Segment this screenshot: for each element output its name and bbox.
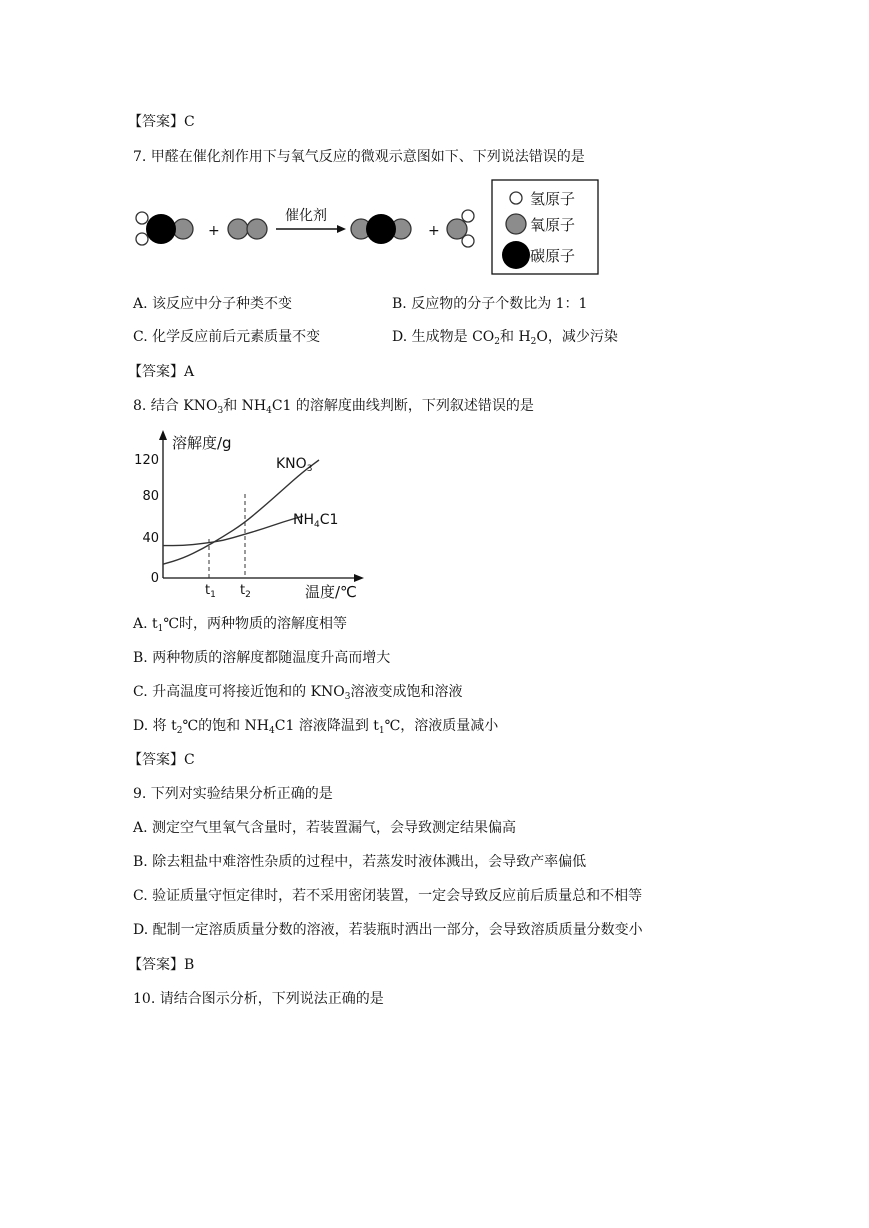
q8-option-b: B. 两种物质的溶解度都随温度升高而增大 xyxy=(133,650,391,666)
q10-stem: 10. 请结合图示分析，下列说法正确的是 xyxy=(133,991,384,1007)
q9-option-b: B. 除去粗盐中难溶性杂质的过程中，若蒸发时液体溅出，会导致产率偏低 xyxy=(133,854,587,870)
y-tick-label: 40 xyxy=(142,531,159,546)
plus-sign-1: + xyxy=(208,223,220,239)
legend-carbon-label: 碳原子 xyxy=(530,247,576,265)
y-tick-label: 0 xyxy=(150,571,159,586)
legend-hydrogen-icon xyxy=(510,192,522,204)
y-axis-arrow-icon xyxy=(159,430,167,440)
q8-option-d: D. 将 $t_2℃$的饱和 $NH_4C1$ 溶液降温到 $t_1℃$，溶液质量减小 xyxy=(133,718,499,736)
carbon-atom xyxy=(366,214,396,244)
y-axis-label: 溶解度/g xyxy=(172,434,232,452)
oxygen-molecule xyxy=(228,219,267,239)
plus-sign-2: + xyxy=(428,223,440,239)
legend-hydrogen-label: 氢原子 xyxy=(530,190,576,208)
legend-oxygen-icon xyxy=(506,214,526,234)
q9-option-d: D. 配制一定溶质质量分数的溶液，若装瓶时洒出一部分，会导致溶质质量分数变小 xyxy=(133,922,643,938)
q7-option-d: D. 生成物是 $CO_2$和 $H_2O$，减少污染 xyxy=(392,329,618,347)
x-tick-t1: $t_1$ xyxy=(205,583,216,600)
x-tick-t2: $t_2$ xyxy=(240,583,251,600)
q7-option-c: C. 化学反应前后元素质量不变 xyxy=(133,329,321,345)
q7-stem: 7. 甲醛在催化剂作用下与氧气反应的微观示意图如下、下列说法错误的是 xyxy=(133,149,585,165)
y-tick-label: 120 xyxy=(134,453,159,468)
q9-option-c: C. 验证质量守恒定律时，若不采用密闭装置，一定会导致反应前后质量总和不相等 xyxy=(133,888,643,904)
q8-option-c: C. 升高温度可将接近饱和的 $KNO_3$溶液变成饱和溶液 xyxy=(133,684,463,702)
hydrogen-atom xyxy=(462,210,474,222)
q7-option-a: A. 该反应中分子种类不变 xyxy=(133,296,293,312)
catalyst-label: 催化剂 xyxy=(285,208,327,224)
q8-stem: 8. 结合 $KNO_3$和 $NH_4C1$ 的溶解度曲线判断，下列叙述错误的是 xyxy=(133,398,534,416)
oxygen-atom xyxy=(247,219,267,239)
arrow-head-icon xyxy=(337,225,346,233)
hydrogen-atom xyxy=(136,212,148,224)
kno3-series-label: $KNO_3$ xyxy=(276,456,313,474)
x-axis-arrow-icon xyxy=(354,574,364,582)
co2-molecule xyxy=(351,214,411,244)
q7-option-b: B. 反应物的分子个数比为 1：1 xyxy=(392,296,588,312)
oxygen-atom xyxy=(228,219,248,239)
y-tick-label: 80 xyxy=(142,489,159,504)
atom-legend xyxy=(492,180,598,274)
carbon-atom xyxy=(146,214,176,244)
q9-option-a: A. 测定空气里氧气含量时，若装置漏气，会导致测定结果偏高 xyxy=(133,820,517,836)
q8-option-a: A. $t_1℃$时，两种物质的溶解度相等 xyxy=(133,616,348,634)
hydrogen-atom xyxy=(462,235,474,247)
q6-answer: 【答案】C xyxy=(128,114,195,130)
legend-carbon-icon xyxy=(502,241,530,269)
q8-answer: 【答案】C xyxy=(128,752,195,768)
formaldehyde-molecule xyxy=(136,212,193,245)
h2o-molecule xyxy=(447,210,474,247)
nh4cl-series-label: $NH_4C1$ xyxy=(293,512,339,530)
x-axis-label: 温度/℃ xyxy=(305,583,357,601)
q7-answer: 【答案】A xyxy=(128,364,195,380)
solubility-chart xyxy=(130,428,370,608)
q9-stem: 9. 下列对实验结果分析正确的是 xyxy=(133,786,333,802)
q7-reaction-diagram xyxy=(130,178,610,278)
legend-oxygen-label: 氧原子 xyxy=(530,216,576,234)
q9-answer: 【答案】B xyxy=(128,957,195,973)
hydrogen-atom xyxy=(136,233,148,245)
